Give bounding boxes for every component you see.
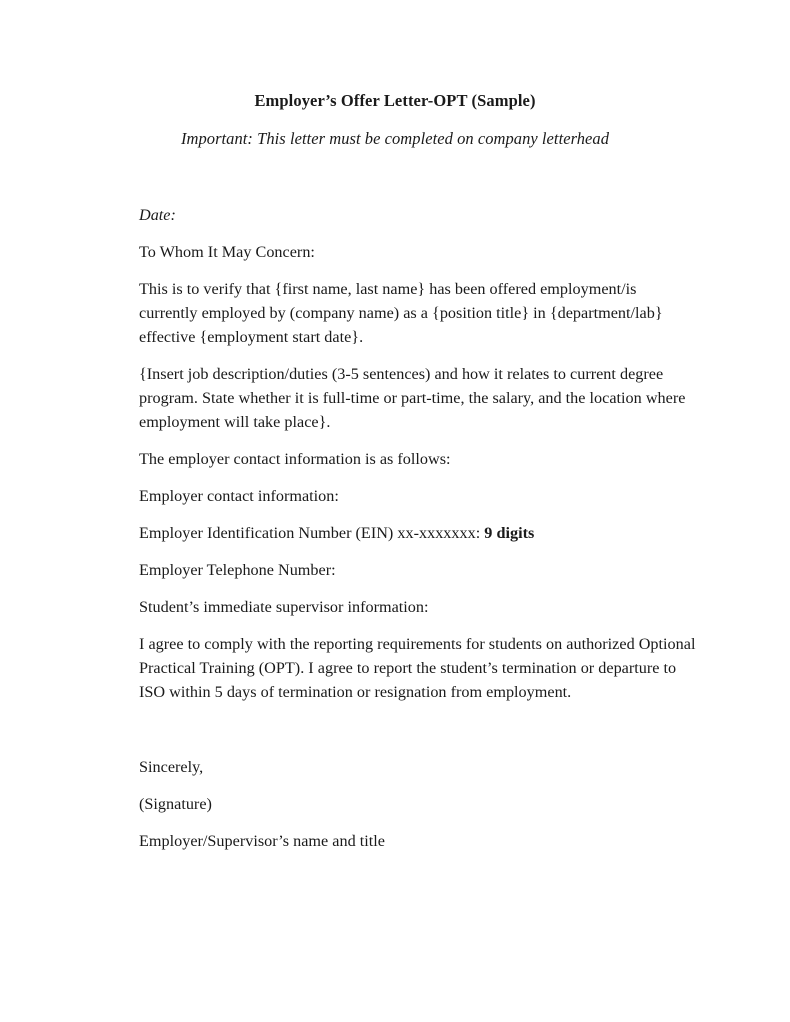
date-label: Date: bbox=[139, 206, 176, 224]
closing-signature-line: (Signature) bbox=[139, 795, 212, 813]
paragraph-employer-contact: Employer contact information: bbox=[139, 487, 339, 505]
salutation: To Whom It May Concern: bbox=[139, 243, 315, 261]
closing-sincerely: Sincerely, bbox=[139, 758, 204, 776]
document-title: Employer’s Offer Letter-OPT (Sample) bbox=[254, 91, 536, 110]
paragraph-contact-intro: The employer contact information is as follows: bbox=[139, 450, 451, 468]
paragraph-telephone: Employer Telephone Number: bbox=[139, 561, 336, 579]
paragraph-job-description: {Insert job description/duties (3-5 sentences) and how it relates to current degree program. State whether it is full-time or part-time, the salary, and the location where employment will take place}. bbox=[139, 365, 686, 431]
document-body bbox=[139, 203, 696, 866]
ein-digit-count: 9 digits bbox=[484, 524, 535, 542]
document-subtitle: Important: This letter must be completed on company letterhead bbox=[180, 129, 610, 148]
paragraph-ein bbox=[139, 521, 696, 545]
paragraph-verification: This is to verify that {first name, last name} has been offered employment/is currently employed by (company name) as a {position title} in {department/lab} effective {employment start date}. bbox=[139, 280, 663, 346]
paragraph-supervisor: Student’s immediate supervisor information: bbox=[139, 598, 429, 616]
ein-label: Employer Identification Number (EIN) xx-xxxxxxx: bbox=[139, 524, 485, 542]
paragraph-agreement: I agree to comply with the reporting requirements for students on authorized Optional Practical Training (OPT). I agree to report the student’s termination or departure to ISO within 5 days of termination or resignation from employment. bbox=[139, 635, 696, 701]
closing-name-and-title: Employer/Supervisor’s name and title bbox=[139, 832, 385, 850]
